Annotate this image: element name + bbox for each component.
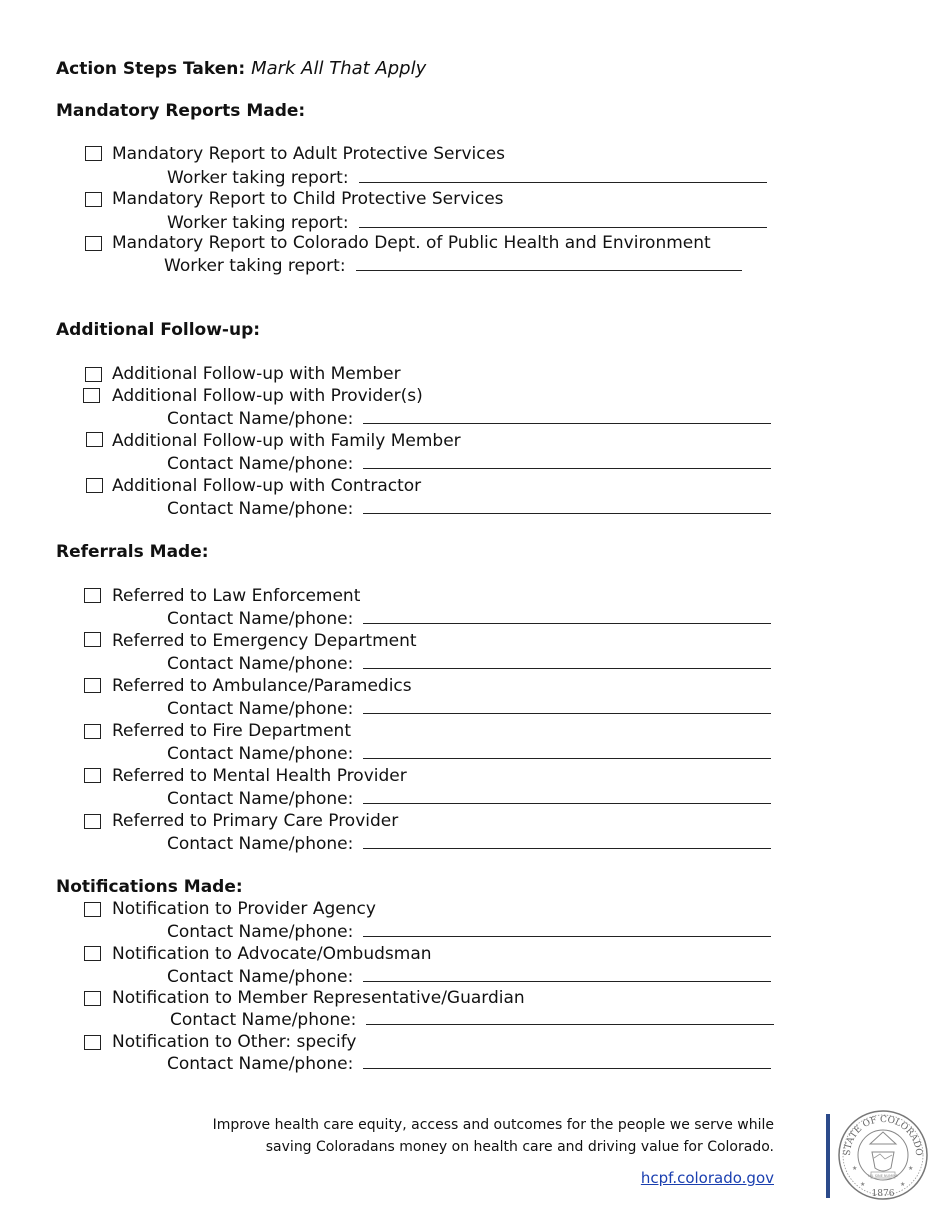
field-row <box>167 967 771 987</box>
seal-top-text: STATE OF COLORADO <box>842 1114 924 1157</box>
field-label: Worker taking report: <box>164 256 346 276</box>
item-label: Notification to Provider Agency <box>112 899 376 919</box>
seal-motto: NIL SINE NUMINE <box>868 1174 898 1178</box>
checkbox-mandatory-aps[interactable] <box>85 146 102 161</box>
footer-mission-line-1: Improve health care equity, access and outcomes for the people we serve while <box>212 1117 774 1133</box>
item-label: Notification to Member Representative/Guardian <box>112 988 525 1008</box>
item-label: Referred to Law Enforcement <box>112 586 361 606</box>
checkbox-notification-provider-agency[interactable] <box>84 902 101 917</box>
title-subtitle: Mark All That Apply <box>251 58 427 79</box>
field-row <box>167 1054 771 1074</box>
field-row <box>167 409 771 429</box>
field-label: Contact Name/phone: <box>167 454 354 474</box>
field-row <box>167 213 767 233</box>
field-label: Worker taking report: <box>167 168 349 188</box>
section-heading-mandatory: Mandatory Reports Made: <box>56 101 306 121</box>
contact-input-line[interactable] <box>363 654 771 669</box>
contact-input-line[interactable] <box>363 409 771 424</box>
field-row <box>167 654 771 674</box>
field-label: Contact Name/phone: <box>167 499 354 519</box>
section-heading-referrals: Referrals Made: <box>56 542 209 562</box>
field-row <box>167 922 771 942</box>
field-label: Contact Name/phone: <box>167 1054 354 1074</box>
checkbox-referral-law[interactable] <box>84 588 101 603</box>
worker-input-line[interactable] <box>356 256 742 271</box>
contact-input-line[interactable] <box>363 834 771 849</box>
contact-input-line[interactable] <box>366 1010 774 1025</box>
field-label: Contact Name/phone: <box>167 834 354 854</box>
footer-website-link[interactable]: hcpf.colorado.gov <box>640 1169 774 1187</box>
item-label: Mandatory Report to Colorado Dept. of Public Health and Environment <box>112 233 711 253</box>
item-label: Mandatory Report to Adult Protective Services <box>112 144 505 164</box>
item-label: Referred to Ambulance/Paramedics <box>112 676 412 696</box>
svg-text:★: ★ <box>900 1181 906 1188</box>
contact-input-line[interactable] <box>363 1054 771 1069</box>
contact-input-line[interactable] <box>363 922 771 937</box>
checkbox-notification-advocate[interactable] <box>84 946 101 961</box>
checkbox-referral-mental-health[interactable] <box>84 768 101 783</box>
item-label: Mandatory Report to Child Protective Services <box>112 189 504 209</box>
section-heading-notifications: Notifications Made: <box>56 877 243 897</box>
field-row <box>170 1010 774 1030</box>
checkbox-mandatory-cps[interactable] <box>85 192 102 207</box>
checkbox-notification-guardian[interactable] <box>84 991 101 1006</box>
worker-input-line[interactable] <box>359 168 767 183</box>
colorado-seal-icon <box>836 1108 930 1202</box>
checkbox-referral-fire[interactable] <box>84 724 101 739</box>
checkbox-referral-ambulance[interactable] <box>84 678 101 693</box>
field-label: Contact Name/phone: <box>167 789 354 809</box>
item-label: Additional Follow-up with Contractor <box>112 476 422 496</box>
field-label: Contact Name/phone: <box>167 744 354 764</box>
field-label: Contact Name/phone: <box>167 654 354 674</box>
section-heading-followup: Additional Follow-up: <box>56 320 261 340</box>
checkbox-followup-family[interactable] <box>86 432 103 447</box>
worker-input-line[interactable] <box>359 213 767 228</box>
checkbox-followup-contractor[interactable] <box>86 478 103 493</box>
contact-input-line[interactable] <box>363 744 771 759</box>
footer-accent-bar <box>826 1114 830 1198</box>
contact-input-line[interactable] <box>363 454 771 469</box>
item-label: Referred to Primary Care Provider <box>112 811 399 831</box>
contact-input-line[interactable] <box>363 967 771 982</box>
checkbox-notification-other[interactable] <box>84 1035 101 1050</box>
checkbox-referral-ed[interactable] <box>84 632 101 647</box>
field-row <box>167 609 771 629</box>
checkbox-mandatory-cdphe[interactable] <box>85 236 102 251</box>
contact-input-line[interactable] <box>363 499 771 514</box>
checkbox-followup-member[interactable] <box>85 367 102 382</box>
item-label: Notification to Other: specify <box>112 1032 357 1052</box>
svg-text:★: ★ <box>852 1165 858 1172</box>
contact-input-line[interactable] <box>363 699 771 714</box>
title-text: Action Steps Taken: <box>56 59 246 79</box>
field-label: Contact Name/phone: <box>167 699 354 719</box>
field-row <box>167 699 771 719</box>
field-row <box>167 499 771 519</box>
field-row <box>167 454 771 474</box>
field-label: Contact Name/phone: <box>167 967 354 987</box>
field-row <box>167 744 771 764</box>
svg-text:★: ★ <box>908 1165 914 1172</box>
item-label: Referred to Emergency Department <box>112 631 417 651</box>
field-row <box>167 834 771 854</box>
field-label: Worker taking report: <box>167 213 349 233</box>
field-label: Contact Name/phone: <box>167 409 354 429</box>
field-label: Contact Name/phone: <box>167 922 354 942</box>
seal-year: 1876 <box>871 1189 895 1199</box>
contact-input-line[interactable] <box>363 609 771 624</box>
field-row <box>167 789 771 809</box>
footer-mission-line-2: saving Coloradans money on health care and driving value for Colorado. <box>265 1139 774 1155</box>
item-label: Additional Follow-up with Provider(s) <box>112 386 423 406</box>
field-label: Contact Name/phone: <box>170 1010 357 1030</box>
checkbox-followup-provider[interactable] <box>83 388 100 403</box>
item-label: Additional Follow-up with Family Member <box>112 431 461 451</box>
contact-input-line[interactable] <box>363 789 771 804</box>
item-label: Notification to Advocate/Ombudsman <box>112 944 432 964</box>
checkbox-referral-primary-care[interactable] <box>84 814 101 829</box>
field-row <box>164 256 742 276</box>
svg-text:★: ★ <box>860 1181 866 1188</box>
page-title <box>56 58 426 79</box>
field-row <box>167 168 767 188</box>
item-label: Referred to Mental Health Provider <box>112 766 407 786</box>
item-label: Referred to Fire Department <box>112 721 351 741</box>
item-label: Additional Follow-up with Member <box>112 364 401 384</box>
field-label: Contact Name/phone: <box>167 609 354 629</box>
